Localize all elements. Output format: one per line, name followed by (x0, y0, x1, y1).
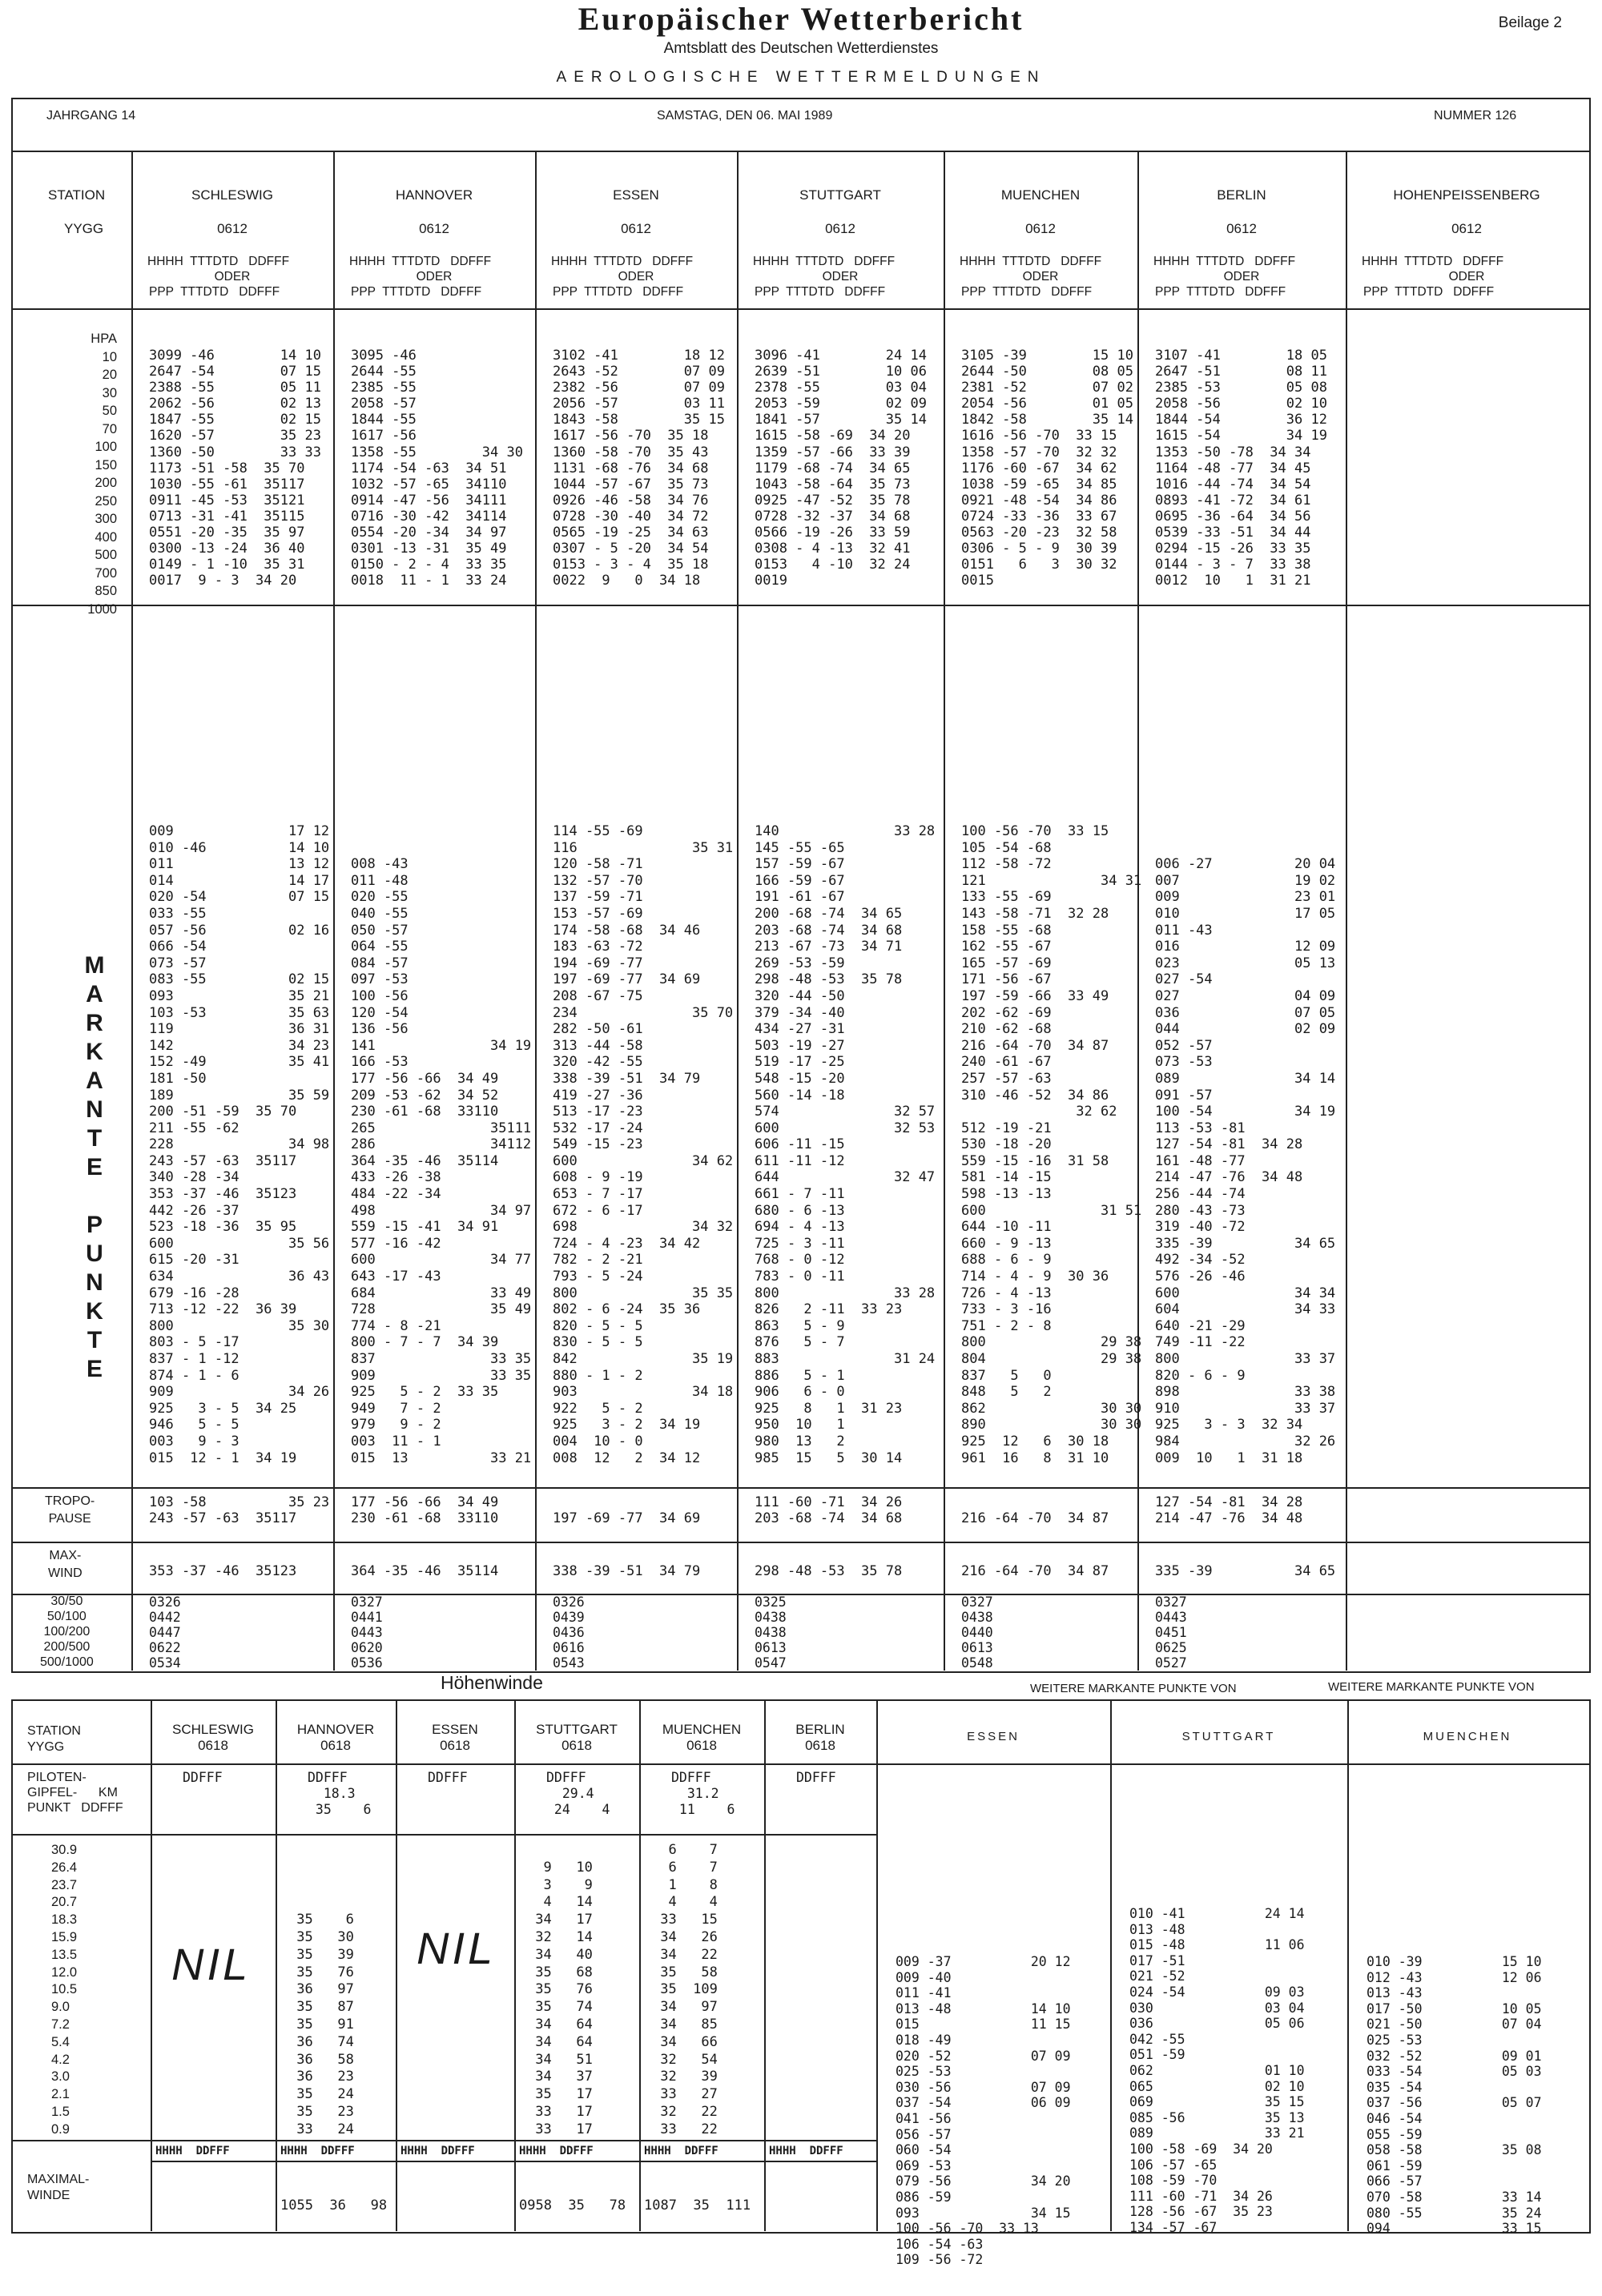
markante-letter: U (86, 1240, 103, 1267)
divider (11, 308, 1589, 310)
tropopause-data: 103 -58 35 23 243 -57 -63 35117 (149, 1494, 330, 1526)
column-header: HHHH TTTDTD DDFFF (1153, 255, 1296, 268)
weitere-station-name: ESSEN (967, 1730, 1020, 1743)
weitere-data: 009 -37 20 12 009 -40 011 -41 013 -48 14 10 015 11 15 018 -49 020 -52 07 09 025 -53 030 -56 07 09 037 -54 06 09 041 -56 056 -57 060 -54 069 -53 079 -56 34 20 086 -59 093 34 15 100 -56 -70 33 13 106 -54 -63 109 -56 -72 (896, 1954, 1071, 2268)
hpa-data: 3096 -41 24 14 2639 -51 10 06 2378 -55 03 04 2053 -59 02 09 1841 -57 35 14 1615 -58 -69 34 20 1359 -57 -66 33 39 1179 -68 -74 34 65 1043 -58 -64 35 73 0925 -47 -52 35 78 0728 -32 -37 34 68 0566 -19 -26 33 59 0308 - 4 -13 32 41 0153 4 -10 32 24 0019 (755, 348, 927, 589)
maxwinde-data: 1055 36 98 (280, 2197, 388, 2214)
divider (639, 1699, 641, 2231)
divider (11, 1763, 1589, 1765)
tropopause-label: TROPO- PAUSE (45, 1494, 95, 1526)
markante-letter: A (86, 1068, 103, 1094)
lower-station-name: ESSEN (432, 1722, 478, 1737)
markante-data: 008 -43 011 -48 020 -55 040 -55 050 -57 064 -55 084 -57 097 -53 100 -56 120 -54 136 -56 141 34 19 166 -53 177 -56 -66 34 49 209 -53 -62 34 52 230 -61 -68 33110 265 35111 286 34112 364 -35 -46 35114 433 -26 -38 484 -22 -34 498 34 97 559 -15 -41 34 91 577 -16 -42 600 34 77 643 -17 -43 684 33 49 728 35 49 774 - 8 -21 800 - 7 - 7 34 39 837 33 35 909 33 35 925 5 - 2 33 35 949 7 - 2 979 9 - 2 003 11 - 1 015 13 33 21 (351, 856, 532, 1466)
nil-essen: NIL (417, 1923, 497, 1973)
station-yygg: 0612 (621, 221, 651, 236)
markante-letter: R (86, 1010, 103, 1036)
divider (1346, 151, 1347, 1671)
lower-station-yygg: 0618 (562, 1738, 592, 1753)
column-header: HHHH TTTDTD DDFFF (147, 255, 290, 268)
shear-data: 0325 0438 0438 0613 0547 (755, 1594, 787, 1671)
page-title: Europäischer Wetterbericht (578, 1, 1024, 37)
maxwind-data: 338 -39 -51 34 79 (553, 1563, 701, 1579)
column-header: HHHH TTTDTD DDFFF (1362, 255, 1504, 268)
weitere-data: 010 -41 24 14 013 -48 015 -48 11 06 017 -51 021 -52 024 -54 09 03 030 03 04 036 05 06 042 -55 051 -59 062 01 10 065 02 10 069 35 15 085 -56 35 13 089 33 21 100 -58 -69 34 20 106 -57 -65 108 -59 -70 111 -60 -71 34 26 128 -56 -67 35 23 134 -57 -67 (1129, 1906, 1305, 2235)
lower-station-yygg: 0618 (198, 1738, 228, 1753)
station-yygg: 0612 (1451, 221, 1482, 236)
shear-data: 0326 0442 0447 0622 0534 (149, 1594, 181, 1671)
nil-schleswig: NIL (171, 1939, 252, 1989)
hpa-data: 3099 -46 14 10 2647 -54 07 15 2388 -55 05 11 2062 -56 02 13 1847 -55 02 15 1620 -57 35 23 1360 -50 33 33 1173 -51 -58 35 70 1030 -55 -61 35117 0911 -45 -53 35121 0713 -31 -41 35115 0551 -20 -35 35 97 0300 -13 -24 36 40 0149 - 1 -10 35 31 0017 9 - 3 34 20 (149, 348, 321, 589)
weitere-label-2: WEITERE MARKANTE PUNKTE VON (1328, 1680, 1535, 1694)
markante-data: 006 -27 20 04 007 19 02 009 23 01 010 17 05 011 -43 016 12 09 023 05 13 027 -54 027 04 09 036 07 05 044 02 09 052 -57 073 -53 089 34 14 091 -57 100 -54 34 19 113 -53 -81 127 -54 -81 34 28 161 -48 -77 214 -47 -76 34 48 256 -44 -74 280 -43 -73 319 -40 -72 335 -39 34 65 492 -34 -52 576 -26 -46 600 34 34 604 34 33 640 -21 -29 749 -11 -22 800 33 37 820 - 6 - 9 898 33 38 910 33 37 925 3 - 3 32 34 984 32 26 009 10 1 31 18 (1155, 856, 1336, 1466)
markante-letter: N (86, 1269, 103, 1296)
station-yygg: 0612 (419, 221, 449, 236)
hpa-data: 3105 -39 15 10 2644 -50 08 05 2381 -52 07 02 2054 -56 01 05 1842 -58 35 14 1616 -56 -70 33 15 1358 -57 -70 32 32 1176 -60 -67 34 62 1038 -59 -65 34 85 0921 -48 -54 34 86 0724 -33 -36 33 67 0563 -20 -23 32 58 0306 - 5 - 9 30 39 0151 6 3 30 32 0015 (961, 348, 1133, 589)
maxwinde-label: MAXIMAL- WINDE (27, 2173, 90, 2202)
issue-number: NUMMER 126 (1434, 109, 1517, 123)
markante-letter: M (84, 952, 105, 979)
column-header: ODER (1022, 270, 1059, 283)
shear-data: 0326 0439 0436 0616 0543 (553, 1594, 585, 1671)
shear-data: 0327 0438 0440 0613 0548 (961, 1594, 993, 1671)
markante-data: 114 -55 -69 116 35 31 120 -58 -71 132 -57 -70 137 -59 -71 153 -57 -69 174 -58 -68 34 46 183 -63 -72 194 -69 -77 197 -69 -77 34 69 208 -67 -75 234 35 70 282 -50 -61 313 -44 -58 320 -42 -55 338 -39 -51 34 79 419 -27 -36 513 -17 -23 532 -17 -24 549 -15 -23 600 34 62 608 - 9 -19 653 - 7 -17 672 - 6 -17 698 34 32 724 - 4 -23 34 42 782 - 2 -21 793 - 5 -24 800 35 35 802 - 6 -24 35 36 820 - 5 - 5 830 - 5 - 5 842 35 19 880 - 1 - 2 903 34 18 922 5 - 2 925 3 - 2 34 19 004 10 - 0 008 12 2 34 12 (553, 823, 734, 1466)
hoehenwind-data: 9 10 3 9 4 14 34 17 32 14 34 40 35 68 35 76 35 74 34 64 34 64 34 51 34 37 35 17 33 17 33 17 (535, 1859, 593, 2137)
piloten-data: DDFFF (796, 1770, 836, 1785)
weitere-data: 010 -39 15 10 012 -43 12 06 013 -43 017 -50 10 05 021 -50 07 04 025 -53 032 -52 09 01 033 -54 05 03 035 -54 037 -56 05 07 046 -54 055 -59 058 -58 35 08 061 -59 066 -57 070 -58 33 14 080 -55 35 24 094 33 15 (1367, 1954, 1542, 2237)
maxwinde-head: HHHH DDFFF (155, 2145, 230, 2157)
maxwinde-head: HHHH DDFFF (400, 2145, 475, 2157)
markante-letter: N (86, 1096, 103, 1123)
station-name: SCHLESWIG (191, 187, 274, 203)
piloten-data: DDFFF (183, 1770, 223, 1785)
tropopause-data: 111 -60 -71 34 26 203 -68 -74 34 68 (755, 1494, 903, 1526)
markante-data: 009 17 12 010 -46 14 10 011 13 12 014 14 17 020 -54 07 15 033 -55 057 -56 02 16 066 -54 073 -57 083 -55 02 15 093 35 21 103 -53 35 63 119 36 31 142 34 23 152 -49 35 41 181 -50 189 35 59 200 -51 -59 35 70 211 -55 -62 228 34 98 243 -57 -63 35117 340 -28 -34 353 -37 -46 35123 442 -26 -37 523 -18 -36 35 95 600 35 56 615 -20 -31 634 36 43 679 -16 -28 713 -12 -22 36 39 800 35 30 803 - 5 -17 837 - 1 -12 874 - 1 - 6 909 34 26 925 3 - 5 34 25 946 5 - 5 003 9 - 3 015 12 - 1 34 19 (149, 823, 330, 1466)
hoehenwinde-title: Höhenwinde (441, 1672, 543, 1693)
column-header: HHHH TTTDTD DDFFF (349, 255, 492, 268)
markante-letter: P (86, 1212, 103, 1238)
divider (11, 1487, 1589, 1489)
markante-letter: E (86, 1154, 103, 1180)
markante-letter: K (86, 1298, 103, 1325)
issue-date: SAMSTAG, DEN 06. MAI 1989 (657, 109, 833, 123)
column-header: ODER (214, 270, 251, 283)
station-yygg: 0612 (217, 221, 248, 236)
maxwind-data: 298 -48 -53 35 78 (755, 1563, 903, 1579)
markante-letter: T (87, 1327, 103, 1353)
column-header: HHHH TTTDTD DDFFF (551, 255, 694, 268)
yygg-label: YYGG (64, 221, 104, 236)
section-title: AEROLOGISCHE WETTERMELDUNGEN (556, 69, 1046, 86)
maxwind-data: 353 -37 -46 35123 (149, 1563, 297, 1579)
station-name: ESSEN (613, 187, 659, 203)
markante-letter: K (86, 1039, 103, 1065)
column-header: PPP TTTDTD DDFFF (553, 285, 684, 299)
divider (1347, 1699, 1349, 2231)
lower-station-yygg: 0618 (805, 1738, 835, 1753)
divider (1110, 1699, 1112, 2231)
maxwinde-head: HHHH DDFFF (769, 2145, 843, 2157)
maxwinde-head: HHHH DDFFF (644, 2145, 718, 2157)
maxwinde-data: 1087 35 111 (644, 2197, 751, 2214)
divider (11, 1834, 876, 1836)
divider (11, 2140, 876, 2141)
weitere-station-name: STUTTGART (1181, 1730, 1276, 1743)
markante-data: 100 -56 -70 33 15 105 -54 -68 112 -58 -72 121 34 31 133 -55 -69 143 -58 -71 32 28 158 -55 -68 162 -55 -67 165 -57 -69 171 -56 -67 197 -59 -66 33 49 202 -62 -69 210 -62 -68 216 -64 -70 34 87 240 -61 -67 257 -57 -63 310 -46 -52 34 86 32 62 512 -19 -21 530 -18 -20 559 -15 -16 31 58 581 -14 -15 598 -13 -13 600 31 51 644 -10 -11 660 - 9 -13 688 - 6 - 9 714 - 4 - 9 30 36 726 - 4 -13 733 - 3 -16 751 - 2 - 8 800 29 38 804 29 38 837 5 0 848 5 2 862 30 30 890 30 30 925 12 6 30 18 961 16 8 31 10 (961, 823, 1142, 1466)
station-yygg: 0612 (1025, 221, 1056, 236)
tropopause-data: 216 -64 -70 34 87 (961, 1510, 1109, 1526)
divider (11, 1594, 1589, 1595)
lower-station-name: HANNOVER (296, 1722, 375, 1737)
lower-station-name: BERLIN (795, 1722, 845, 1737)
divider (151, 2161, 876, 2162)
maxwinde-data: 0958 35 78 (519, 2197, 626, 2214)
divider (11, 605, 1589, 606)
divider (11, 151, 1589, 152)
station-name: HANNOVER (395, 187, 473, 203)
km-labels: 30.9 26.4 23.7 20.7 18.3 15.9 13.5 12.0 10.5 9.0 7.2 5.4 4.2 3.0 2.1 1.5 0.9 (51, 1843, 78, 2137)
lower-station-label: STATION YYGG (27, 1724, 81, 1754)
lower-station-yygg: 0618 (686, 1738, 717, 1753)
tropopause-data: 177 -56 -66 34 49 230 -61 -68 33110 (351, 1494, 499, 1526)
divider (333, 151, 335, 1671)
maxwinde-head: HHHH DDFFF (519, 2145, 594, 2157)
column-header: ODER (618, 270, 654, 283)
markante-data: 140 33 28 145 -55 -65 157 -59 -67 166 -59 -67 191 -61 -67 200 -68 -74 34 65 203 -68 -74 34 68 213 -67 -73 34 71 269 -53 -59 298 -48 -53 35 78 320 -44 -50 379 -34 -40 434 -27 -31 503 -19 -27 519 -17 -25 548 -15 -20 560 -14 -18 574 32 57 600 32 53 606 -11 -15 611 -11 -12 644 32 47 661 - 7 -11 680 - 6 -13 694 - 4 -13 725 - 3 -11 768 - 0 -12 783 - 0 -11 800 33 28 826 2 -11 33 23 863 5 - 9 876 5 - 7 883 31 24 886 5 - 1 906 6 - 0 925 8 1 31 23 950 10 1 980 13 2 985 15 5 30 14 (755, 823, 936, 1466)
column-header: ODER (1223, 270, 1260, 283)
divider (737, 151, 739, 1671)
piloten-label: PILOTEN- GIPFEL- KM PUNKT DDFFF (27, 1771, 123, 1815)
column-header: PPP TTTDTD DDFFF (961, 285, 1093, 299)
markante-punkte-label (78, 951, 111, 1384)
beilage-label: Beilage 2 (1498, 14, 1562, 31)
station-label: STATION (48, 187, 106, 203)
station-name: BERLIN (1217, 187, 1266, 203)
divider (514, 1699, 516, 2231)
column-header: PPP TTTDTD DDFFF (149, 285, 280, 299)
column-header: PPP TTTDTD DDFFF (1363, 285, 1495, 299)
hoehenwind-data: 6 7 6 7 1 8 4 4 33 15 34 26 34 22 35 58 35 109 34 97 34 85 34 66 32 54 32 39 33 27 32 22 33 22 (660, 1842, 718, 2137)
subtitle: Amtsblatt des Deutschen Wetterdienstes (663, 40, 939, 57)
markante-letter (78, 1182, 111, 1211)
station-name: MUENCHEN (1000, 187, 1081, 203)
divider (276, 1699, 277, 2231)
hpa-labels: HPA 10 20 30 50 70 100 150 200 250 300 400 500 700 850 1000 (87, 332, 117, 617)
markante-letter: T (87, 1125, 103, 1152)
lower-station-name: STUTTGART (536, 1722, 618, 1737)
column-header: PPP TTTDTD DDFFF (755, 285, 886, 299)
piloten-data: DDFFF 29.4 24 4 (546, 1770, 610, 1817)
markante-letter: A (86, 981, 103, 1007)
column-header: ODER (1448, 270, 1485, 283)
maxwinde-head: HHHH DDFFF (280, 2145, 355, 2157)
column-header: ODER (416, 270, 453, 283)
maxwind-data: 335 -39 34 65 (1155, 1563, 1336, 1579)
station-yygg: 0612 (1226, 221, 1257, 236)
station-name: HOHENPEISSENBERG (1393, 187, 1540, 203)
markante-letter: E (86, 1356, 103, 1382)
station-yygg: 0612 (825, 221, 855, 236)
shear-labels: 30/50 50/100 100/200 200/500 500/1000 (40, 1594, 94, 1669)
column-header: PPP TTTDTD DDFFF (1155, 285, 1286, 299)
hpa-data: 3095 -46 2644 -55 2385 -55 2058 -57 1844 -55 1617 -56 1358 -55 34 30 1174 -54 -63 34 51 1032 -57 -65 34110 0914 -47 -56 34111 0716 -30 -42 34114 0554 -20 -34 34 97 0301 -13 -31 35 49 0150 - 2 - 4 33 35 0018 11 - 1 33 24 (351, 348, 523, 589)
jahrgang: JAHRGANG 14 (46, 109, 136, 123)
hpa-data: 3107 -41 18 05 2647 -51 08 11 2385 -53 05 08 2058 -56 02 10 1844 -54 36 12 1615 -54 34 19 1353 -50 -78 34 34 1164 -48 -77 34 45 1016 -44 -74 34 54 0893 -41 -72 34 61 0695 -36 -64 34 56 0539 -33 -51 34 44 0294 -15 -26 33 35 0144 - 3 - 7 33 38 0012 10 1 31 21 (1155, 348, 1327, 589)
column-header: HHHH TTTDTD DDFFF (960, 255, 1102, 268)
divider (764, 1699, 766, 2231)
divider (876, 1699, 878, 2231)
shear-data: 0327 0441 0443 0620 0536 (351, 1594, 383, 1671)
lower-station-yygg: 0618 (440, 1738, 470, 1753)
lower-station-yygg: 0618 (320, 1738, 351, 1753)
column-header: ODER (822, 270, 859, 283)
maxwind-data: 216 -64 -70 34 87 (961, 1563, 1109, 1579)
tropopause-data: 127 -54 -81 34 28 214 -47 -76 34 48 (1155, 1494, 1303, 1526)
station-name: STUTTGART (799, 187, 881, 203)
tropopause-data: 197 -69 -77 34 69 (553, 1510, 701, 1526)
hoehenwind-data: 35 6 35 30 35 39 35 76 36 97 35 87 35 91 36 74 36 58 36 23 35 24 35 23 33 24 (296, 1912, 354, 2137)
divider (535, 151, 537, 1671)
column-header: PPP TTTDTD DDFFF (351, 285, 482, 299)
weitere-label-1: WEITERE MARKANTE PUNKTE VON (1030, 1682, 1237, 1695)
divider (396, 1699, 397, 2231)
piloten-data: DDFFF 31.2 11 6 (671, 1770, 735, 1817)
maxwind-label: MAX- WIND (48, 1549, 83, 1580)
divider (11, 1542, 1589, 1543)
divider (944, 151, 945, 1671)
piloten-data: DDFFF 18.3 35 6 (308, 1770, 372, 1817)
piloten-data: DDFFF (428, 1770, 468, 1785)
divider (131, 151, 133, 1671)
lower-station-name: SCHLESWIG (171, 1722, 255, 1737)
divider (151, 1699, 152, 2231)
hpa-data: 3102 -41 18 12 2643 -52 07 09 2382 -56 07 09 2056 -57 03 11 1843 -58 35 15 1617 -56 -70 35 18 1360 -58 -70 35 43 1131 -68 -76 34 68 1044 -57 -67 35 73 0926 -46 -58 34 76 0728 -30 -40 34 72 0565 -19 -25 34 63 0307 - 5 -20 34 54 0153 - 3 - 4 35 18 0022 9 0 34 18 (553, 348, 725, 589)
column-header: HHHH TTTDTD DDFFF (753, 255, 896, 268)
weitere-station-name: MUENCHEN (1423, 1730, 1512, 1743)
maxwind-data: 364 -35 -46 35114 (351, 1563, 499, 1579)
lower-station-name: MUENCHEN (662, 1722, 742, 1737)
shear-data: 0327 0443 0451 0625 0527 (1155, 1594, 1187, 1671)
